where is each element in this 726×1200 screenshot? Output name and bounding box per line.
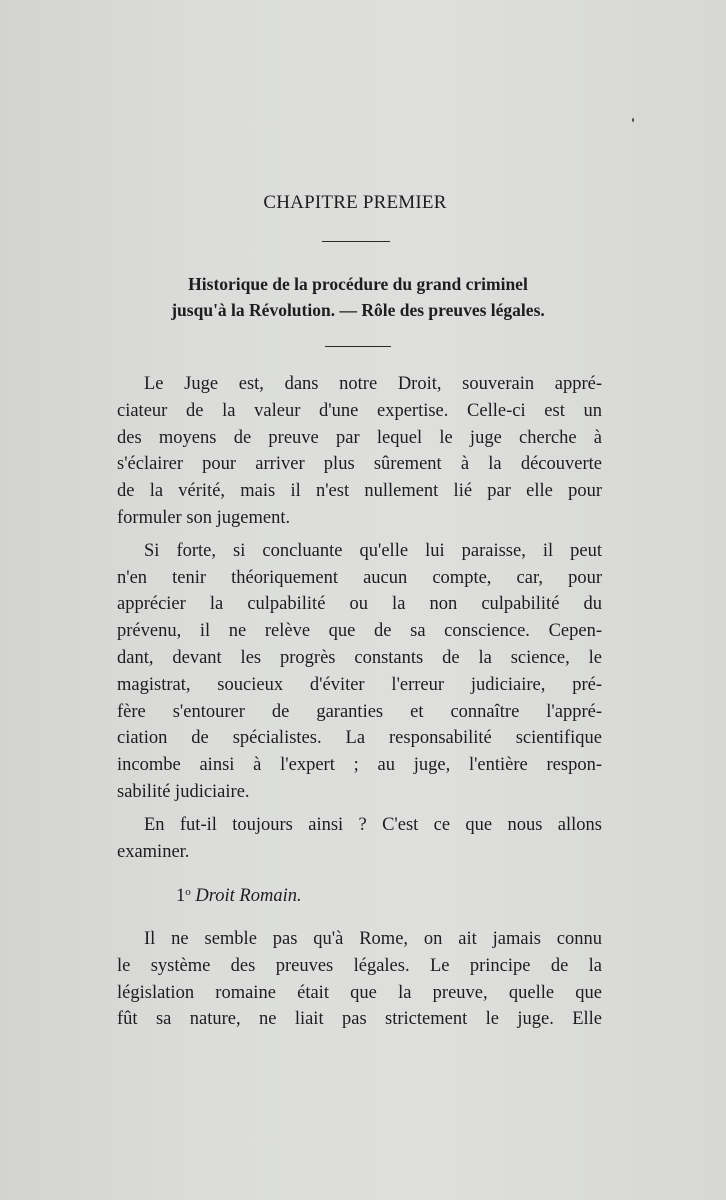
text-line: s'éclairer pour arriver plus sûrement à la découverte	[117, 454, 602, 475]
text-line: Si forte, si concluante qu'elle lui paraisse, il peut	[144, 540, 602, 561]
text-line: de la vérité, mais il n'est nullement lié par elle pour	[117, 481, 602, 502]
text-line: examiner.	[117, 841, 190, 862]
text-line: incombe ainsi à l'expert ; au juge, l'entière respon-	[117, 755, 602, 776]
text-line: législation romaine était que la preuve, quelle que	[117, 982, 602, 1003]
text-line: apprécier la culpabilité ou la non culpabilité du	[117, 594, 602, 615]
divider-rule	[325, 346, 391, 347]
heading-line-2: jusqu'à la Révolution. — Rôle des preuves légales.	[171, 300, 545, 320]
chapter-heading	[118, 271, 598, 323]
section-body	[117, 926, 602, 1033]
text-line: n'en tenir théoriquement aucun compte, car, pour	[117, 567, 602, 588]
heading-line-1: Historique de la procédure du grand criminel	[188, 274, 528, 294]
text-line: prévenu, il ne relève que de sa conscience. Cepen-	[117, 621, 602, 642]
text-line: formuler son jugement.	[117, 507, 291, 528]
chapter-title: CHAPITRE PREMIER	[263, 192, 447, 213]
section-title-text: Droit Romain.	[195, 886, 302, 906]
ordinal-mark: o	[185, 886, 191, 898]
text-line: Il ne semble pas qu'à Rome, on ait jamais connu	[144, 929, 602, 949]
body-text	[117, 371, 602, 865]
divider-rule	[322, 241, 390, 242]
text-line: ciateur de la valeur d'une expertise. Celle-ci est un	[117, 400, 602, 421]
text-line: Le Juge est, dans notre Droit, souverain appré-	[144, 374, 602, 394]
paragraph	[117, 812, 602, 866]
paragraph	[117, 371, 602, 532]
text-line: fère s'entourer de garanties et connaître l'appré-	[117, 701, 602, 722]
section-title	[176, 886, 302, 907]
text-line: fût sa nature, ne liait pas strictement le juge. Elle	[117, 1009, 602, 1030]
section-number: 1	[176, 886, 186, 906]
text-line: des moyens de preuve par lequel le juge cherche à	[117, 427, 602, 448]
text-line: sabilité judiciaire.	[117, 781, 250, 802]
text-line: dant, devant les progrès constants de la science, le	[117, 647, 602, 668]
text-line: ciation de spécialistes. La responsabilité scientifique	[117, 728, 602, 749]
paragraph	[117, 538, 602, 806]
ink-speck	[632, 118, 634, 122]
text-line: magistrat, soucieux d'éviter l'erreur judiciaire, pré-	[117, 674, 602, 695]
text-line: En fut-il toujours ainsi ? C'est ce que nous allons	[144, 814, 602, 835]
text-line: le système des preuves légales. Le principe de la	[117, 955, 602, 976]
